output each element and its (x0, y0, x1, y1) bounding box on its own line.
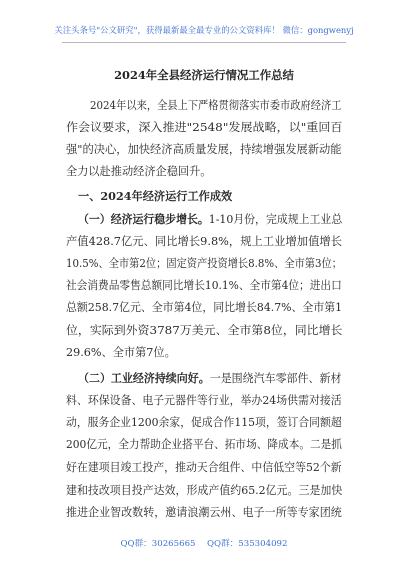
footer-contact (0, 537, 408, 549)
body-line: 建和技改项目投产达效，形成产值约65.2亿元。三是加快 (66, 484, 343, 497)
body-line: 产值428.7亿元、同比增长9.8%，规上工业增加值增长 (66, 235, 343, 248)
header-note: 关注头条号"公文研究"，获得最新最全最专业的公文资料库！ 微信：gongwenyj (54, 25, 354, 35)
body-line: 总额258.7亿元、全市第4位，同比增长84.7%、全市第1 (66, 301, 343, 314)
body-line: 29.6%、全市第7位。 (66, 346, 176, 359)
body-line: 2024年以来，全县上下严格贯彻落实市委市政府经济工 (90, 99, 342, 112)
body-line: 推进企业智改数转，邀请浪潮云州、电子一所等专家团统 (66, 506, 342, 519)
body-line: 200亿元，全力帮助企业搭平台、拓市场、降成本。二是抓 (66, 438, 342, 451)
footer-qq-group-1: QQ群：30265665 (120, 539, 196, 549)
body-line: 全力以赴推动经济企稳回升。 (66, 165, 212, 178)
body-line: （一）经济运行稳步增长。1-10月份，完成规上工业总 (78, 212, 343, 226)
body-line: 10.5%、全市第2位；固定资产投资增长8.8%、全市第3位； (66, 257, 342, 270)
body-line: 强"的决心，加快经济高质量发展，持续增强发展新动能 (66, 143, 342, 156)
header-divider (62, 42, 346, 43)
body-line: 动，服务企业1200余家，促成合作115项，签订合同额超 (66, 416, 342, 429)
body-line: 料、环保设备、电子元器件等行业，举办24场供需对接活 (66, 394, 342, 407)
body-line: 作会议要求，深入推进"2548"发展战略，以"重回百 (66, 121, 343, 134)
footer-qq-group-2: QQ群：535304092 (207, 539, 288, 549)
document-title: 2024年全县经济运行情况工作总结 (114, 68, 294, 82)
body-line: 位，实际到外资3787万美元、全市第8位，同比增长 (66, 324, 343, 337)
body-line: 好在建项目竣工投产，推动天合组件、中信低空等52个新 (66, 461, 342, 474)
body-line: （二）工业经济持续向好。一是围绕汽车零部件、新材 (78, 371, 342, 385)
body-line: 社会消费品零售总额同比增长10.1%、全市第4位；进出口 (66, 279, 342, 292)
section-heading: 一、2024年经济运行工作成效 (78, 189, 233, 203)
